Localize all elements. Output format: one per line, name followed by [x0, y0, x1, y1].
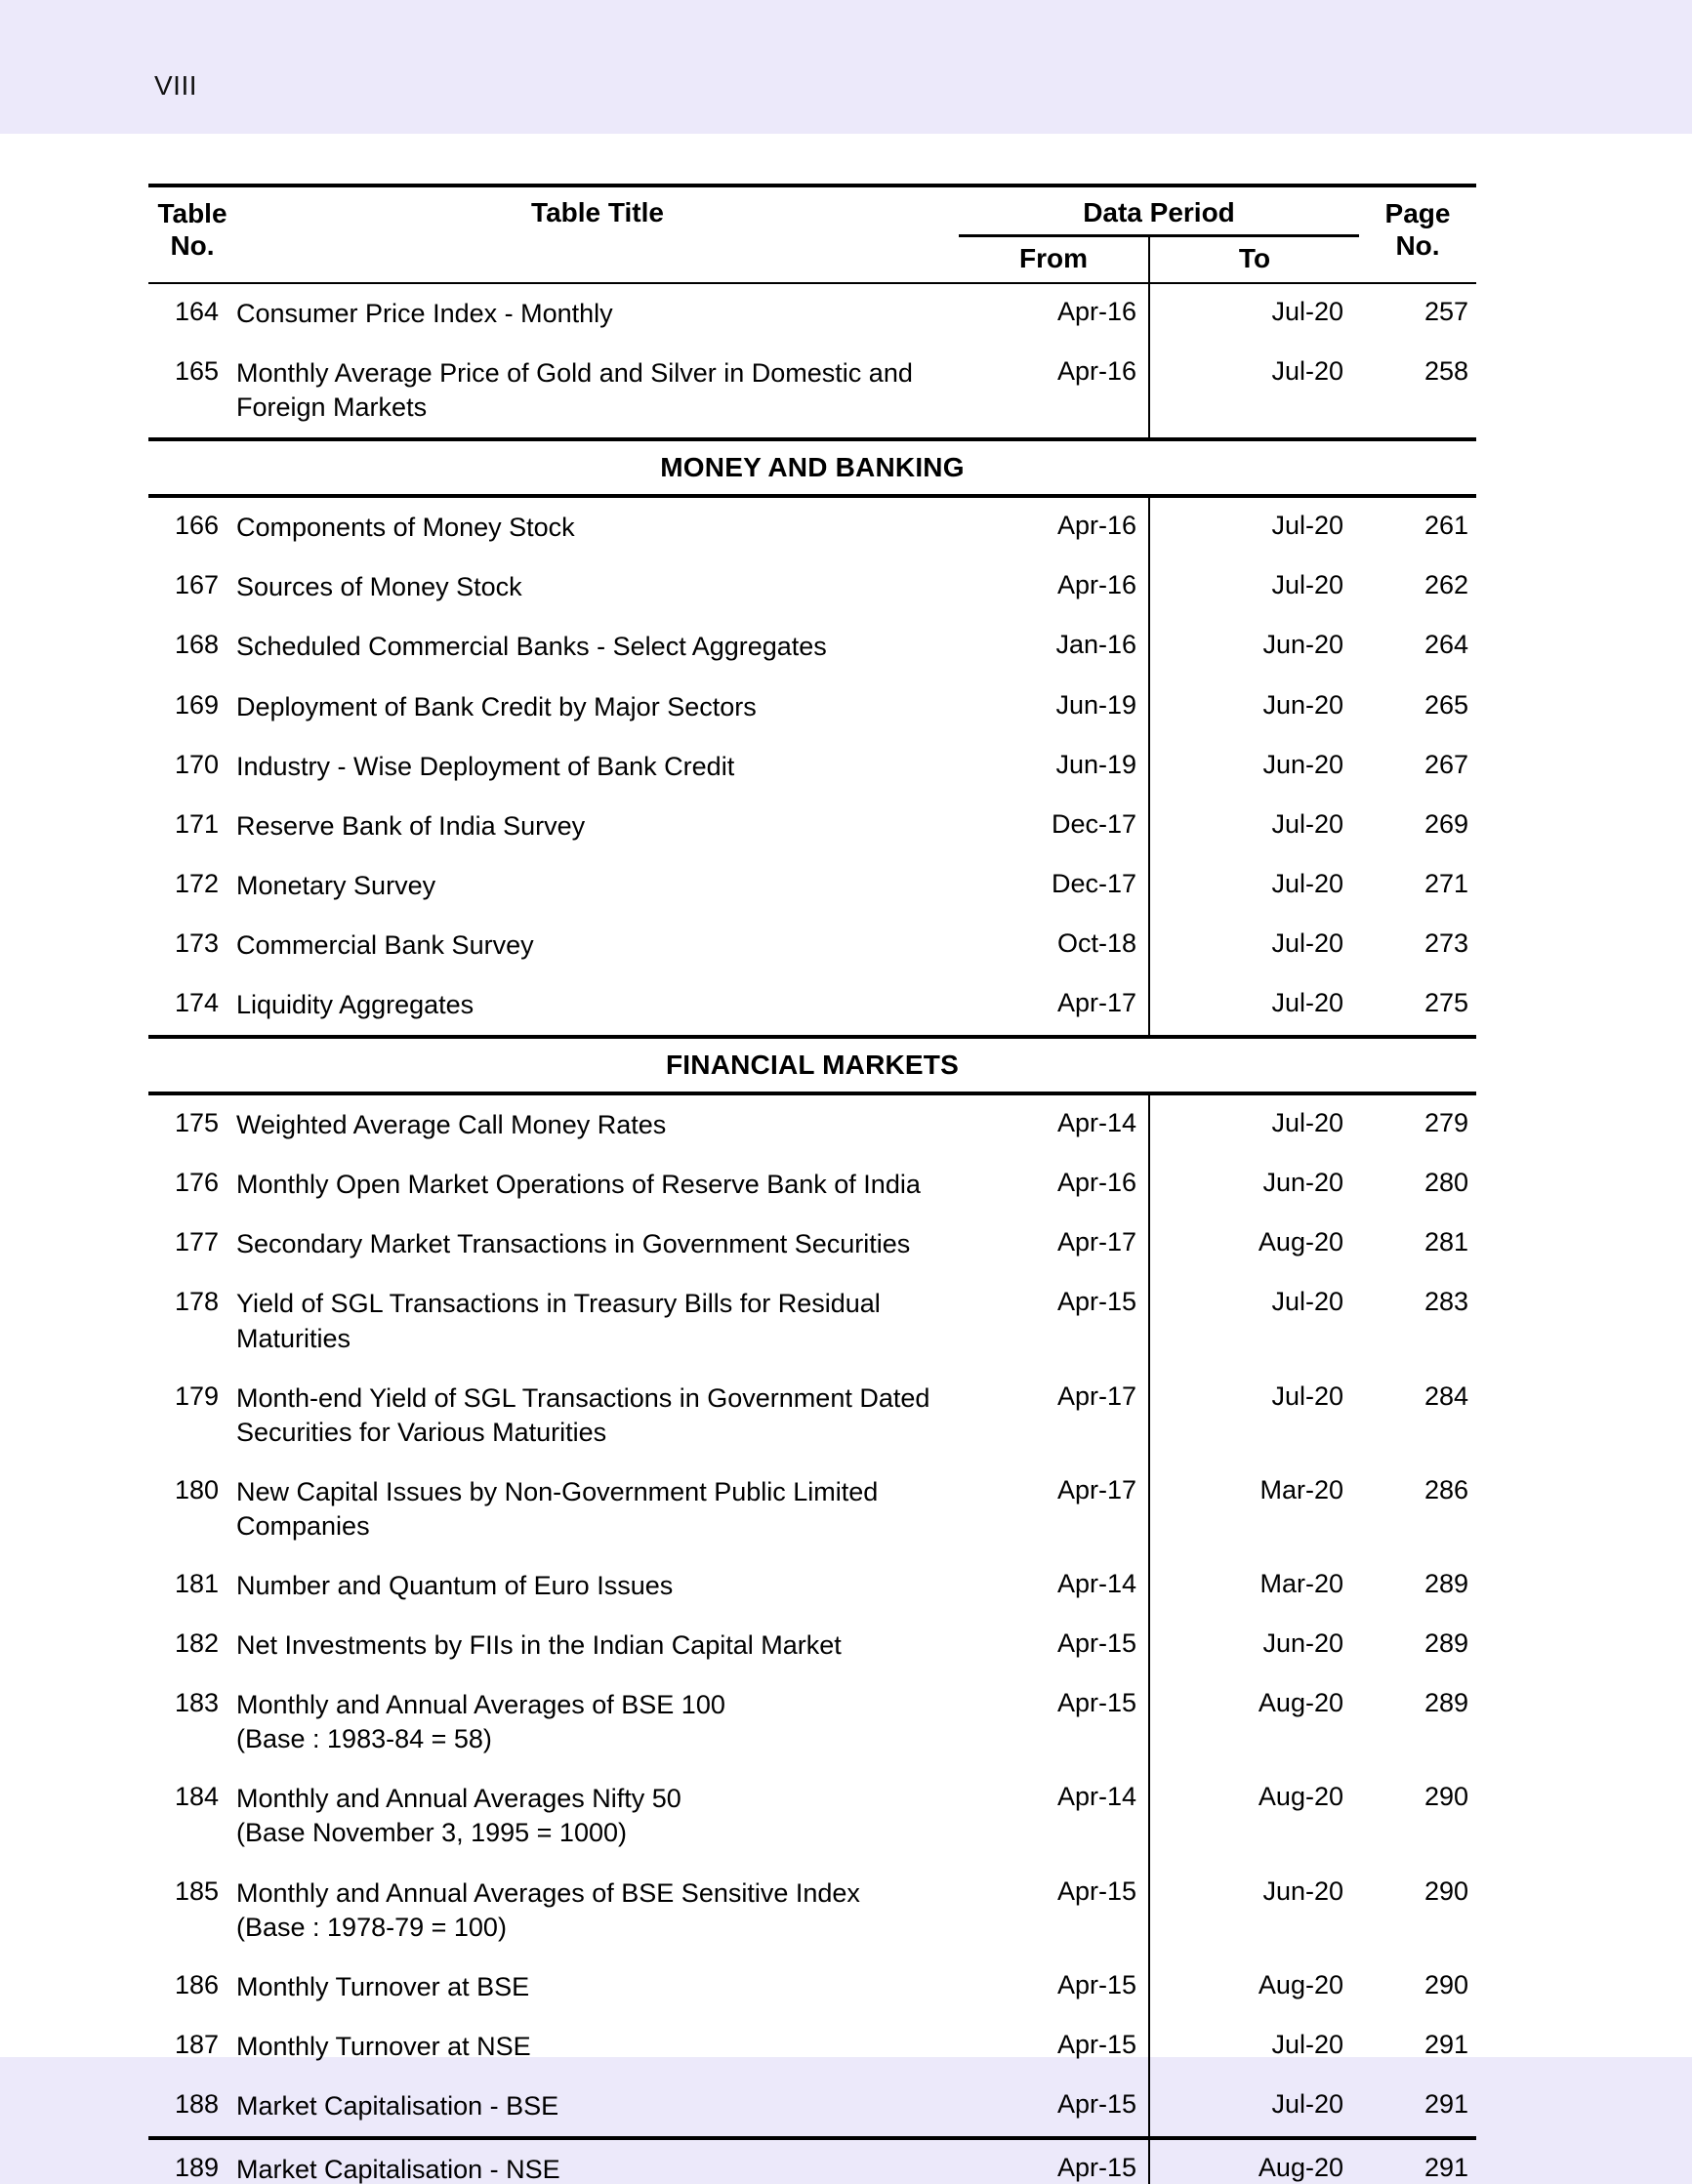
- cell-period-from: Apr-16: [959, 557, 1149, 617]
- cell-table-title[interactable]: [236, 1155, 959, 1215]
- cell-period-to: Jul-20: [1271, 356, 1343, 387]
- column-header-table-title: Table Title: [531, 197, 664, 227]
- cell-table-title[interactable]: [236, 916, 959, 975]
- cell-table-title[interactable]: [236, 557, 959, 617]
- table-title-text: Liquidity Aggregates: [236, 990, 475, 1020]
- cell-period-from: Jun-19: [959, 678, 1149, 737]
- table-row[interactable]: [148, 1556, 1476, 1616]
- cell-table-title[interactable]: [236, 1463, 959, 1556]
- cell-table-no: 165: [174, 356, 219, 387]
- table-row[interactable]: [148, 498, 1476, 557]
- cell-period-to: Jul-20: [1271, 570, 1343, 600]
- cell-period-to: Jul-20: [1271, 868, 1343, 898]
- table-title-text: Monthly Turnover at BSE: [236, 1971, 530, 2001]
- cell-table-title[interactable]: [236, 1274, 959, 1368]
- cell-page-no[interactable]: 289: [1424, 1628, 1468, 1659]
- cell-period-from: Apr-15: [959, 1864, 1149, 1957]
- cell-period-to: Jul-20: [1271, 1287, 1343, 1317]
- cell-period-from: Jun-19: [959, 737, 1149, 797]
- table-row[interactable]: [148, 1274, 1476, 1368]
- header-row-primary: [148, 187, 1476, 236]
- table-head: [148, 185, 1476, 284]
- column-header-page-no-line2: No.: [1395, 230, 1440, 262]
- table-title-text: Consumer Price Index - Monthly: [236, 299, 613, 328]
- contents-table: [148, 184, 1476, 2184]
- cell-table-title[interactable]: [236, 1369, 959, 1463]
- table-row[interactable]: [148, 1095, 1476, 1155]
- table-title-text: Components of Money Stock: [236, 513, 575, 543]
- cell-table-title[interactable]: [236, 2140, 959, 2184]
- cell-period-to: Aug-20: [1258, 2153, 1343, 2182]
- table-title-text: Number and Quantum of Euro Issues: [236, 1570, 674, 1600]
- cell-period-from: Apr-14: [959, 1095, 1149, 1155]
- table-row[interactable]: [148, 1369, 1476, 1463]
- table-row[interactable]: [148, 1769, 1476, 1863]
- cell-period-to: Jun-20: [1262, 1168, 1343, 1198]
- cell-table-title[interactable]: [236, 1556, 959, 1616]
- cell-table-no: 184: [174, 1782, 219, 1812]
- cell-page-no[interactable]: 264: [1424, 630, 1468, 660]
- cell-period-from: Apr-17: [959, 1369, 1149, 1463]
- cell-table-title[interactable]: [236, 1095, 959, 1155]
- table-title-subnote: (Base : 1978-79 = 100): [236, 1912, 507, 1942]
- table-title-text: Reserve Bank of India Survey: [236, 810, 586, 841]
- cell-page-no[interactable]: 290: [1424, 1782, 1468, 1812]
- cell-period-from: Apr-15: [959, 1616, 1149, 1675]
- cell-period-from: Apr-15: [959, 2140, 1149, 2184]
- cell-table-title[interactable]: [236, 1957, 959, 2017]
- cell-period-from: Apr-15: [959, 1957, 1149, 2017]
- table-title-text: Market Capitalisation - BSE: [236, 2090, 559, 2121]
- table-row[interactable]: [148, 1864, 1476, 1957]
- column-header-page-no-line1: Page: [1384, 198, 1451, 228]
- cell-period-to: Jun-20: [1262, 749, 1343, 779]
- cell-period-from: Apr-14: [959, 1769, 1149, 1863]
- column-header-table-no-line1: Table: [157, 198, 227, 228]
- cell-period-to: Jul-20: [1271, 1380, 1343, 1411]
- cell-table-title[interactable]: [236, 678, 959, 737]
- cell-table-no: 172: [174, 868, 219, 898]
- section-heading-row: [148, 441, 1476, 496]
- table-row[interactable]: [148, 344, 1476, 439]
- cell-period-to: Jun-20: [1262, 630, 1343, 660]
- section-heading-row: [148, 1039, 1476, 1093]
- table-row[interactable]: [148, 856, 1476, 916]
- table-title-text: Monthly Open Market Operations of Reserve Bank of India: [236, 1170, 921, 1200]
- table-title-text: Weighted Average Call Money Rates: [236, 1110, 667, 1140]
- cell-period-from: Jan-16: [959, 617, 1149, 677]
- cell-period-to: Jun-20: [1262, 689, 1343, 720]
- column-header-page-no: [1359, 187, 1476, 283]
- cell-table-no: 167: [174, 570, 219, 600]
- cell-table-no: 185: [174, 1875, 219, 1906]
- cell-page-no[interactable]: 284: [1424, 1380, 1468, 1411]
- table-title-subnote: (Base November 3, 1995 = 1000): [236, 1818, 627, 1848]
- cell-page-no[interactable]: 273: [1424, 927, 1468, 958]
- cell-table-title[interactable]: [236, 617, 959, 677]
- table-row[interactable]: [148, 617, 1476, 677]
- column-header-from: From: [959, 236, 1149, 284]
- table-title-text: Sources of Money Stock: [236, 572, 522, 602]
- cell-table-no: 189: [174, 2153, 219, 2182]
- cell-table-title[interactable]: [236, 1215, 959, 1274]
- table-row[interactable]: [148, 797, 1476, 856]
- cell-table-no: 178: [174, 1287, 219, 1317]
- cell-page-no[interactable]: 290: [1424, 1969, 1468, 1999]
- cell-period-to: Jun-20: [1262, 1628, 1343, 1659]
- cell-period-to: Jul-20: [1271, 511, 1343, 541]
- table-title-text: New Capital Issues by Non-Government Public Limited Companies: [236, 1476, 879, 1541]
- cell-period-to: Jul-20: [1271, 988, 1343, 1018]
- cell-period-to: Jul-20: [1271, 1108, 1343, 1138]
- cell-page-no[interactable]: 271: [1424, 868, 1468, 898]
- cell-table-title[interactable]: [236, 284, 959, 344]
- cell-period-from: Apr-15: [959, 2017, 1149, 2077]
- cell-table-title[interactable]: [236, 498, 959, 557]
- cell-table-title[interactable]: [236, 975, 959, 1037]
- column-header-table-no: [148, 187, 236, 283]
- table-title-text: Commercial Bank Survey: [236, 929, 534, 960]
- cell-table-no: 179: [174, 1380, 219, 1411]
- cell-table-no: 181: [174, 1568, 219, 1598]
- cell-period-to: Jul-20: [1271, 808, 1343, 839]
- cell-page-no[interactable]: 289: [1424, 1568, 1468, 1598]
- cell-period-from: Apr-16: [959, 1155, 1149, 1215]
- table-row[interactable]: [148, 737, 1476, 797]
- cell-page-no[interactable]: 281: [1424, 1227, 1468, 1257]
- folio-number: VIII: [154, 70, 198, 101]
- table-row[interactable]: [148, 557, 1476, 617]
- cell-table-title[interactable]: [236, 1769, 959, 1863]
- cell-table-title[interactable]: [236, 1616, 959, 1675]
- table-title-text: Monetary Survey: [236, 870, 436, 900]
- cell-period-from: Apr-16: [959, 498, 1149, 557]
- column-header-data-period: Data Period: [959, 187, 1359, 236]
- table-title-text: Monthly Average Price of Gold and Silver in Domestic and Foreign Markets: [236, 358, 913, 423]
- cell-period-from: Dec-17: [959, 856, 1149, 916]
- table-title-text: Deployment of Bank Credit by Major Sectors: [236, 691, 757, 721]
- cell-table-title[interactable]: [236, 856, 959, 916]
- table-row[interactable]: [148, 284, 1476, 344]
- cell-table-no: 168: [174, 630, 219, 660]
- cell-table-title[interactable]: [236, 1675, 959, 1769]
- table-row[interactable]: [148, 1675, 1476, 1769]
- table-title-text: Net Investments by FIIs in the Indian Capital Market: [236, 1630, 842, 1661]
- table-title-text: Month-end Yield of SGL Transactions in Government Dated Securities for Various Maturities: [236, 1382, 930, 1447]
- cell-table-no: 171: [174, 808, 219, 839]
- cell-page-no[interactable]: 275: [1424, 988, 1468, 1018]
- cell-period-to: Aug-20: [1258, 1782, 1343, 1812]
- cell-page-no[interactable]: 265: [1424, 689, 1468, 720]
- cell-period-from: Apr-15: [959, 2077, 1149, 2138]
- cell-page-no[interactable]: 283: [1424, 1287, 1468, 1317]
- table-row[interactable]: [148, 2140, 1476, 2184]
- cell-period-from: Apr-17: [959, 975, 1149, 1037]
- cell-table-no: 177: [174, 1227, 219, 1257]
- cell-period-to: Jul-20: [1271, 2029, 1343, 2059]
- cell-table-no: 166: [174, 511, 219, 541]
- cell-page-no[interactable]: 269: [1424, 808, 1468, 839]
- table-title-text: Scheduled Commercial Banks - Select Aggregates: [236, 632, 827, 662]
- cell-page-no[interactable]: 280: [1424, 1168, 1468, 1198]
- cell-period-to: Jul-20: [1271, 927, 1343, 958]
- table-title-text: Monthly and Annual Averages of BSE Sensitive Index: [236, 1877, 860, 1908]
- cell-period-from: Apr-17: [959, 1463, 1149, 1556]
- cell-page-no[interactable]: 267: [1424, 749, 1468, 779]
- cell-page-no[interactable]: 286: [1424, 1474, 1468, 1504]
- table-row[interactable]: [148, 2017, 1476, 2077]
- page-top-band: [0, 0, 1692, 134]
- table-title-text: Monthly and Annual Averages of BSE 100: [236, 1690, 725, 1720]
- cell-table-title[interactable]: [236, 1864, 959, 1957]
- cell-table-no: 188: [174, 2088, 219, 2119]
- cell-table-no: 182: [174, 1628, 219, 1659]
- section-heading-label: MONEY AND BANKING: [660, 452, 965, 483]
- cell-table-no: 175: [174, 1108, 219, 1138]
- cell-table-no: 169: [174, 689, 219, 720]
- cell-period-to: Jul-20: [1271, 2088, 1343, 2119]
- cell-period-to: Jul-20: [1271, 297, 1343, 326]
- table-title-text: Monthly and Annual Averages Nifty 50: [236, 1784, 681, 1814]
- table-body: [148, 284, 1476, 2184]
- cell-page-no[interactable]: 261: [1424, 511, 1468, 541]
- cell-period-from: Dec-17: [959, 797, 1149, 856]
- table-title-subnote: (Base : 1983-84 = 58): [236, 1724, 492, 1754]
- section-heading-label: FINANCIAL MARKETS: [666, 1050, 959, 1081]
- cell-page-no[interactable]: 262: [1424, 570, 1468, 600]
- cell-table-title[interactable]: [236, 2017, 959, 2077]
- cell-period-from: Oct-18: [959, 916, 1149, 975]
- table-row[interactable]: [148, 678, 1476, 737]
- cell-period-from: Apr-16: [959, 344, 1149, 439]
- cell-period-from: Apr-14: [959, 1556, 1149, 1616]
- cell-period-to: Jun-20: [1262, 1875, 1343, 1906]
- column-header-to: To: [1238, 243, 1271, 273]
- table-row[interactable]: [148, 1215, 1476, 1274]
- table-title-text: Yield of SGL Transactions in Treasury Bills for Residual Maturities: [236, 1289, 881, 1353]
- table-title-text: Secondary Market Transactions in Government Securities: [236, 1229, 911, 1259]
- cell-table-title[interactable]: [236, 797, 959, 856]
- column-header-table-no-line2: No.: [170, 230, 215, 262]
- cell-table-no: 186: [174, 1969, 219, 1999]
- cell-table-title[interactable]: [236, 737, 959, 797]
- table-row[interactable]: [148, 1155, 1476, 1215]
- cell-table-no: 173: [174, 927, 219, 958]
- table-row[interactable]: [148, 916, 1476, 975]
- cell-table-no: 176: [174, 1168, 219, 1198]
- cell-period-from: Apr-15: [959, 1274, 1149, 1368]
- table-row[interactable]: [148, 2077, 1476, 2138]
- table-row[interactable]: [148, 1957, 1476, 2017]
- cell-page-no[interactable]: 290: [1424, 1875, 1468, 1906]
- cell-period-to: Aug-20: [1258, 1688, 1343, 1718]
- cell-page-no[interactable]: 257: [1424, 297, 1468, 326]
- cell-table-no: 164: [174, 297, 219, 326]
- table-title-text: Industry - Wise Deployment of Bank Credit: [236, 751, 735, 781]
- cell-table-no: 183: [174, 1688, 219, 1718]
- table-row[interactable]: [148, 1463, 1476, 1556]
- cell-page-no[interactable]: 291: [1424, 2029, 1468, 2059]
- cell-period-to: Aug-20: [1258, 1969, 1343, 1999]
- table-title-text: Market Capitalisation - NSE: [236, 2155, 560, 2184]
- contents-table-wrapper: [148, 184, 1476, 2184]
- cell-table-no: 180: [174, 1474, 219, 1504]
- cell-table-no: 174: [174, 988, 219, 1018]
- cell-page-no[interactable]: 289: [1424, 1688, 1468, 1718]
- cell-period-from: Apr-16: [959, 284, 1149, 344]
- cell-table-title[interactable]: [236, 2077, 959, 2138]
- cell-page-no[interactable]: 291: [1424, 2088, 1468, 2119]
- cell-table-title[interactable]: [236, 344, 959, 439]
- table-row[interactable]: [148, 1616, 1476, 1675]
- cell-table-no: 170: [174, 749, 219, 779]
- cell-period-from: Apr-17: [959, 1215, 1149, 1274]
- cell-page-no[interactable]: 291: [1424, 2153, 1468, 2182]
- cell-period-from: Apr-15: [959, 1675, 1149, 1769]
- table-row[interactable]: [148, 975, 1476, 1037]
- cell-table-no: 187: [174, 2029, 219, 2059]
- table-title-text: Monthly Turnover at NSE: [236, 2031, 531, 2061]
- cell-period-to: Mar-20: [1259, 1568, 1343, 1598]
- cell-page-no[interactable]: 279: [1424, 1108, 1468, 1138]
- cell-period-to: Aug-20: [1258, 1227, 1343, 1257]
- cell-page-no[interactable]: 258: [1424, 356, 1468, 387]
- cell-period-to: Mar-20: [1259, 1474, 1343, 1504]
